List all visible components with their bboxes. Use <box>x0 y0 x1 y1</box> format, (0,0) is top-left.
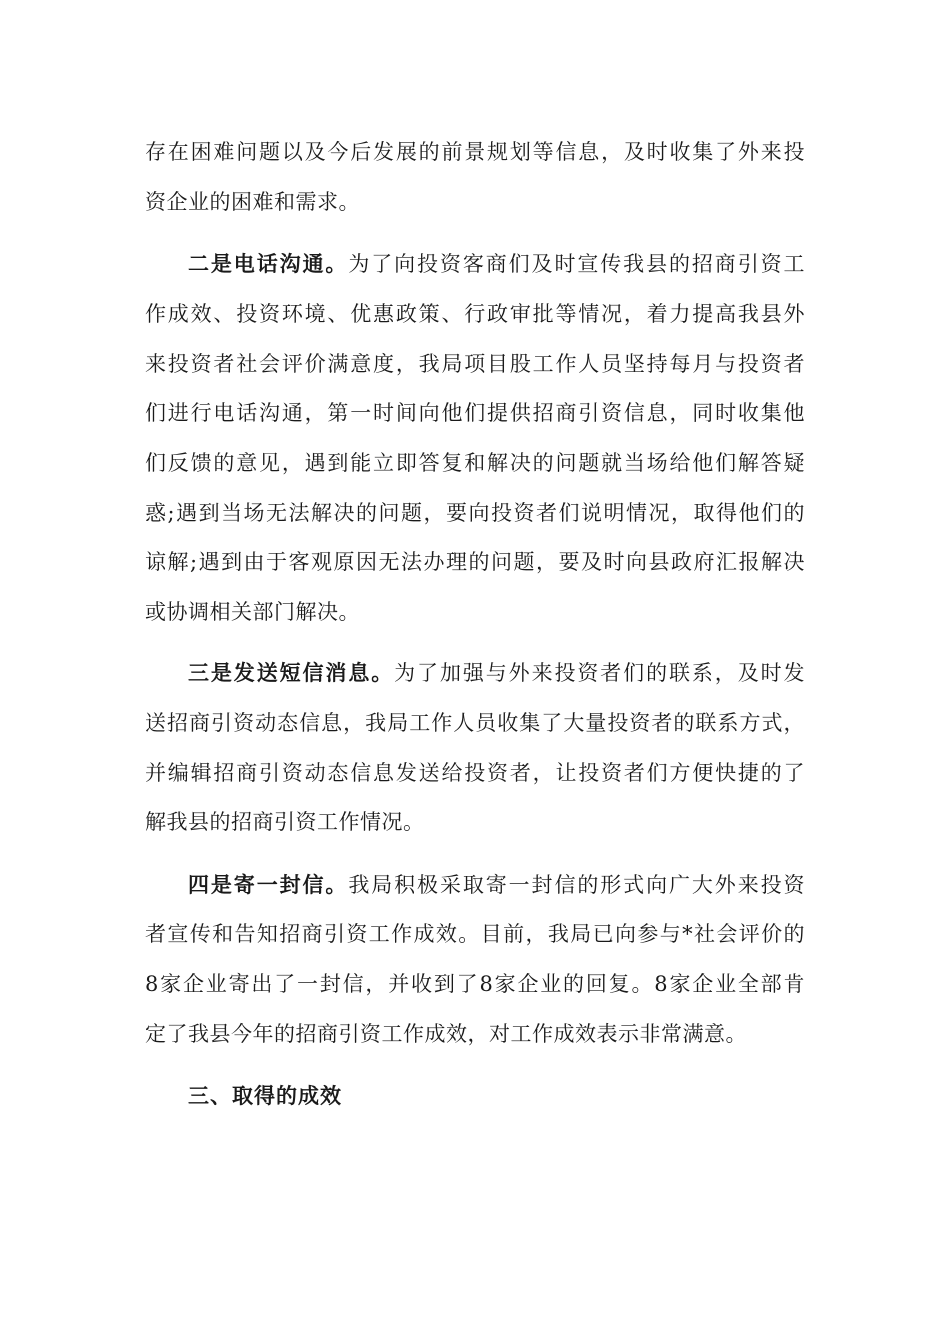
paragraph-lead: 三是发送短信消息。 <box>188 660 395 685</box>
paragraph-text: 为了向投资客商们及时宣传我县的招商引资工 <box>348 252 805 276</box>
text-line: 定了我县今年的招商引资工作成效，对工作成效表示非常满意。 <box>145 1022 747 1046</box>
paragraph-first-line <box>188 658 805 688</box>
paragraph-lead: 四是寄一封信。 <box>188 872 349 897</box>
paragraph-first-line <box>188 249 805 279</box>
text-line: 作成效、投资环境、优惠政策、行政审批等情况，着力提高我县外 <box>145 302 805 326</box>
paragraph-text: 我局积极采取寄一封信的形式向广大外来投资 <box>348 873 805 897</box>
text-line: 或协调相关部门解决。 <box>145 600 360 624</box>
section-heading: 三、取得的成效 <box>188 1083 342 1108</box>
text-line: 并编辑招商引资动态信息发送给投资者，让投资者们方便快捷的了 <box>145 761 805 785</box>
text-line: 存在困难问题以及今后发展的前景规划等信息，及时收集了外来投 <box>145 140 805 164</box>
text-line: 们反馈的意见，遇到能立即答复和解决的问题就当场给他们解答疑 <box>145 451 805 475</box>
text-line: 来投资者社会评价满意度，我局项目股工作人员坚持每月与投资者 <box>145 352 805 376</box>
paragraph-lead: 二是电话沟通。 <box>188 251 349 276</box>
text-line: 资企业的困难和需求。 <box>145 190 360 214</box>
text-line: 者宣传和告知招商引资工作成效。目前，我局已向参与*社会评价的 <box>145 922 805 946</box>
text-line: 送招商引资动态信息，我局工作人员收集了大量投资者的联系方式， <box>145 711 805 735</box>
text-line: 惑;遇到当场无法解决的问题，要向投资者们说明情况，取得他们的 <box>145 501 805 525</box>
text-line: 8家企业寄出了一封信，并收到了8家企业的回复。8家企业全部肯 <box>145 972 805 996</box>
paragraph-text: 为了加强与外来投资者们的联系，及时发 <box>394 661 806 685</box>
text-line: 们进行电话沟通，第一时间向他们提供招商引资信息，同时收集他 <box>145 401 805 425</box>
paragraph-first-line <box>188 870 805 900</box>
text-line: 解我县的招商引资工作情况。 <box>145 810 425 834</box>
text-line: 谅解;遇到由于客观原因无法办理的问题，要及时向县政府汇报解决 <box>145 550 805 574</box>
